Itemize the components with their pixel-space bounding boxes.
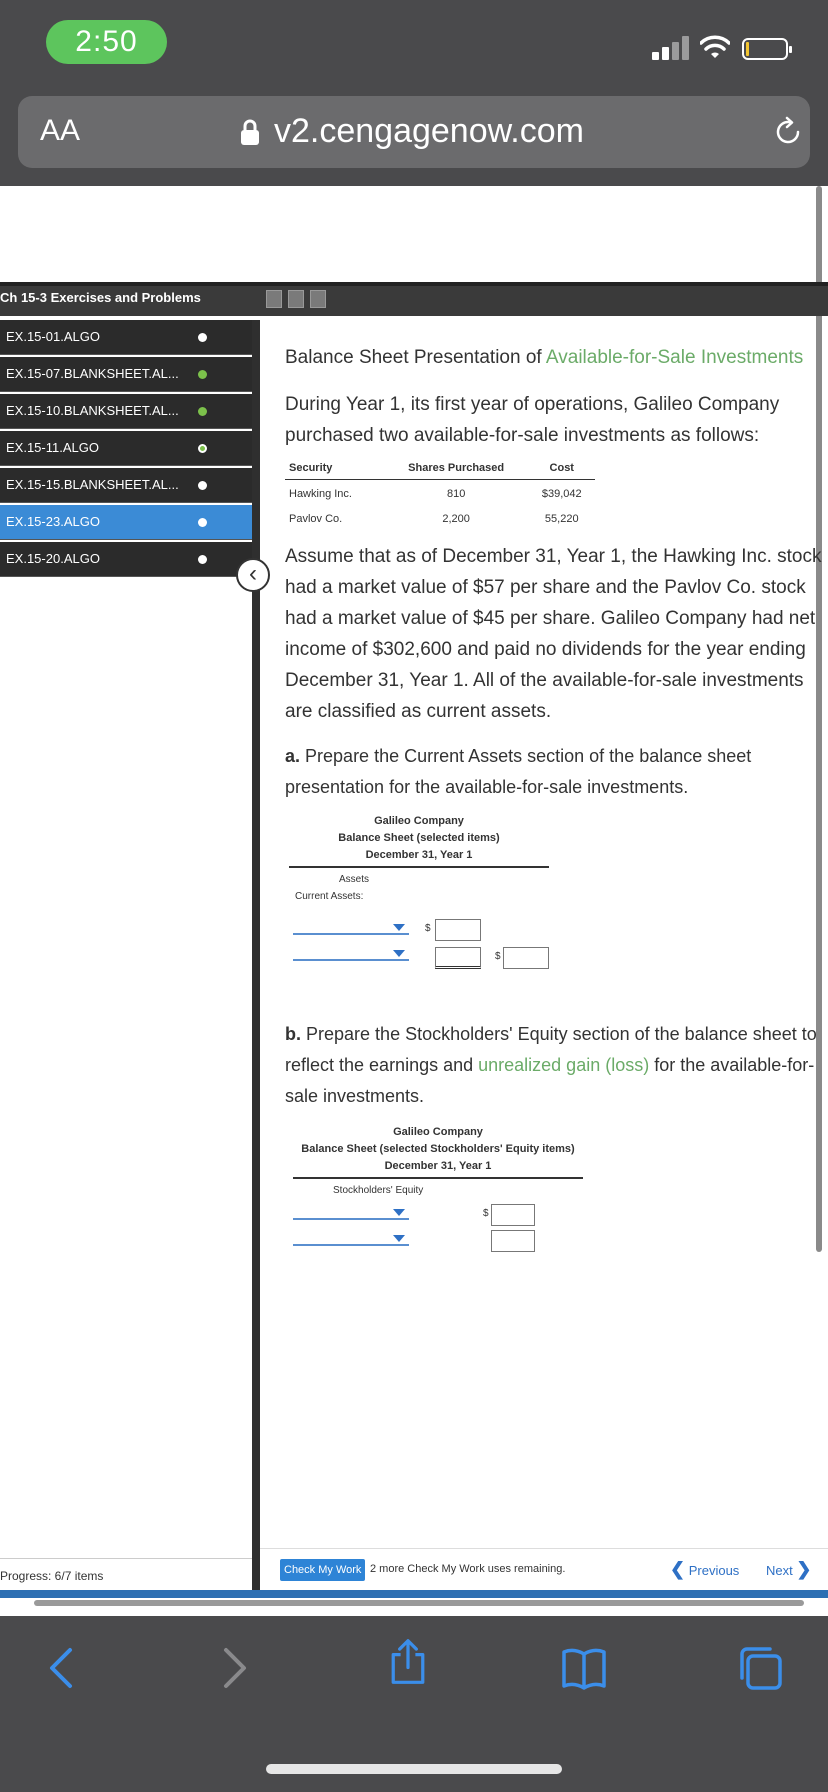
equity-amount-input-2[interactable] xyxy=(491,1230,535,1252)
column-header: Security xyxy=(285,459,384,480)
section-label: Stockholders' Equity xyxy=(333,1185,424,1196)
next-button[interactable] xyxy=(766,1559,811,1580)
chevron-down-icon xyxy=(393,1235,405,1242)
sidebar-item[interactable] xyxy=(0,431,252,466)
book-icon[interactable] xyxy=(266,290,282,308)
problem-list xyxy=(0,320,252,577)
subsection-label: Current Assets: xyxy=(295,891,364,902)
status-dot-icon xyxy=(198,555,207,564)
table-cell: Hawking Inc. xyxy=(289,488,352,500)
cellular-signal-icon xyxy=(652,36,690,60)
reload-icon[interactable] xyxy=(772,116,804,148)
sidebar-item-label: EX.15-07.BLANKSHEET.AL... xyxy=(6,366,179,381)
table-cell: 810 xyxy=(446,488,466,500)
collapse-sidebar-button[interactable] xyxy=(236,558,270,592)
table-cell: 2,200 xyxy=(442,513,470,525)
part-b-label: b. xyxy=(285,1024,301,1044)
company-name: Galileo Company xyxy=(393,1126,483,1138)
header-rule xyxy=(293,1175,583,1179)
chevron-right-icon: ❯ xyxy=(796,1559,812,1579)
text-size-button[interactable] xyxy=(40,114,80,148)
status-dot-icon xyxy=(198,407,207,416)
part-b-statement xyxy=(293,1124,583,1254)
part-b-question xyxy=(285,1019,825,1112)
assignment-tools xyxy=(266,290,332,313)
sidebar-item-label: EX.15-01.ALGO xyxy=(6,329,100,344)
status-time: 2:50 xyxy=(46,20,167,64)
currency-sign: $ xyxy=(483,1208,489,1219)
table-cell: $39,042 xyxy=(541,488,582,500)
part-b-text-end: for the available-for-sale investments. xyxy=(285,1055,815,1106)
part-b-text: Prepare the Stockholders' Equity section of the balance sheet to reflect the earnings and xyxy=(285,1024,817,1075)
header-rule xyxy=(289,864,549,868)
chevron-left-icon: ‹ xyxy=(249,560,257,587)
battery-icon xyxy=(742,38,788,60)
notes-icon[interactable] xyxy=(310,290,326,308)
status-dot-icon xyxy=(198,444,207,453)
status-dot-icon xyxy=(198,370,207,379)
part-a-label: a. xyxy=(285,746,301,766)
text-size-label: AA xyxy=(40,114,81,147)
sidebar-item-label: EX.15-10.BLANKSHEET.AL... xyxy=(6,403,179,418)
problem-intro: During Year 1, its first year of operations, Galileo Company purchased two available-for-sale investments as follows: xyxy=(285,394,780,446)
sidebar-item-label: EX.15-15.BLANKSHEET.AL... xyxy=(6,477,179,492)
url-text[interactable]: v2.cengagenow.com xyxy=(274,112,584,150)
sidebar-item-active[interactable] xyxy=(0,505,252,540)
statement-name: Balance Sheet (selected items) xyxy=(338,832,500,844)
sidebar-item[interactable] xyxy=(0,320,252,355)
part-a-text: Prepare the Current Assets section of the balance sheet presentation for the available-for-sale investments. xyxy=(285,746,752,797)
home-indicator[interactable] xyxy=(266,1764,562,1774)
sidebar-item-label: EX.15-20.ALGO xyxy=(6,551,100,566)
table-cell: Pavlov Co. xyxy=(289,513,343,525)
table-row xyxy=(285,505,595,530)
next-label: Next xyxy=(766,1563,793,1578)
column-header: Shares Purchased xyxy=(384,459,529,480)
table-row xyxy=(285,480,595,506)
account-select-2[interactable] xyxy=(293,947,409,961)
bookmarks-icon[interactable] xyxy=(560,1644,608,1692)
sidebar-item-label: EX.15-11.ALGO xyxy=(6,440,99,455)
heading-text: Balance Sheet Presentation of xyxy=(285,347,546,368)
web-page xyxy=(0,186,828,1616)
wifi-icon xyxy=(700,34,730,60)
table-header-row xyxy=(285,459,595,480)
calculator-icon[interactable] xyxy=(288,290,304,308)
account-select-1[interactable] xyxy=(293,921,409,935)
sidebar-item[interactable] xyxy=(0,394,252,429)
sidebar-item[interactable] xyxy=(0,468,252,503)
column-header: Cost xyxy=(529,459,595,480)
footer-accent-band xyxy=(0,1590,828,1598)
footer-bar xyxy=(260,1548,828,1592)
sidebar xyxy=(0,320,252,1590)
status-dot-icon xyxy=(198,518,207,527)
chevron-down-icon xyxy=(393,1209,405,1216)
progress-indicator: Progress: 6/7 items xyxy=(0,1558,252,1590)
table-cell: 55,220 xyxy=(544,513,579,525)
equity-select-2[interactable] xyxy=(293,1232,409,1246)
sidebar-item-label: EX.15-23.ALGO xyxy=(6,514,100,529)
address-bar[interactable] xyxy=(18,96,810,168)
tabs-icon[interactable] xyxy=(736,1644,784,1692)
currency-sign: $ xyxy=(425,923,431,934)
horizontal-scrollbar[interactable] xyxy=(34,1600,804,1606)
statement-date: December 31, Year 1 xyxy=(384,1160,492,1172)
problem-content xyxy=(285,342,825,1254)
assignment-title: Ch 15-3 Exercises and Problems xyxy=(0,290,201,305)
amount-input-1[interactable] xyxy=(435,919,481,941)
glossary-link[interactable]: Available-for-Sale Investments xyxy=(545,347,804,368)
status-bar xyxy=(0,0,828,88)
amount-input-total[interactable] xyxy=(503,947,549,969)
forward-icon[interactable] xyxy=(210,1644,258,1692)
statement-name: Balance Sheet (selected Stockholders' Equity items) xyxy=(301,1143,575,1155)
sidebar-divider[interactable] xyxy=(252,320,260,1590)
previous-button[interactable] xyxy=(670,1559,739,1580)
part-a-question xyxy=(285,741,825,803)
section-label: Assets xyxy=(339,874,370,885)
equity-amount-input-1[interactable] xyxy=(491,1204,535,1226)
part-a-statement xyxy=(289,813,549,973)
previous-label: Previous xyxy=(688,1563,740,1578)
equity-select-1[interactable] xyxy=(293,1206,409,1220)
share-icon[interactable] xyxy=(384,1638,432,1686)
company-name: Galileo Company xyxy=(374,815,464,827)
chevron-down-icon xyxy=(393,924,405,931)
lock-icon xyxy=(240,118,260,146)
status-dot-icon xyxy=(198,333,207,342)
sidebar-item[interactable] xyxy=(0,357,252,392)
statement-date: December 31, Year 1 xyxy=(365,849,473,861)
status-dot-icon xyxy=(198,481,207,490)
chevron-left-icon: ❮ xyxy=(670,1559,686,1579)
currency-sign: $ xyxy=(495,951,501,962)
check-my-work-button[interactable]: Check My Work xyxy=(280,1559,365,1581)
investment-table xyxy=(285,459,595,530)
problem-assumption: Assume that as of December 31, Year 1, the Hawking Inc. stock had a market value of $57 per share and the Pavlov Co. stock had a market value of $45 per share. Galileo Company had net income of $302,600 and paid no dividends for the year ending December 31, Year 1. All of the available-for-sale investments are classified as current assets. xyxy=(285,546,822,722)
sidebar-item[interactable] xyxy=(0,542,252,577)
attempts-remaining: 2 more Check My Work uses remaining. xyxy=(370,1563,566,1575)
problem-heading xyxy=(285,342,825,373)
amount-input-2[interactable] xyxy=(435,947,481,969)
investment-table-wrap xyxy=(285,451,825,533)
glossary-link[interactable]: unrealized gain (loss) xyxy=(478,1055,650,1075)
back-icon[interactable] xyxy=(38,1644,86,1692)
chevron-down-icon xyxy=(393,950,405,957)
